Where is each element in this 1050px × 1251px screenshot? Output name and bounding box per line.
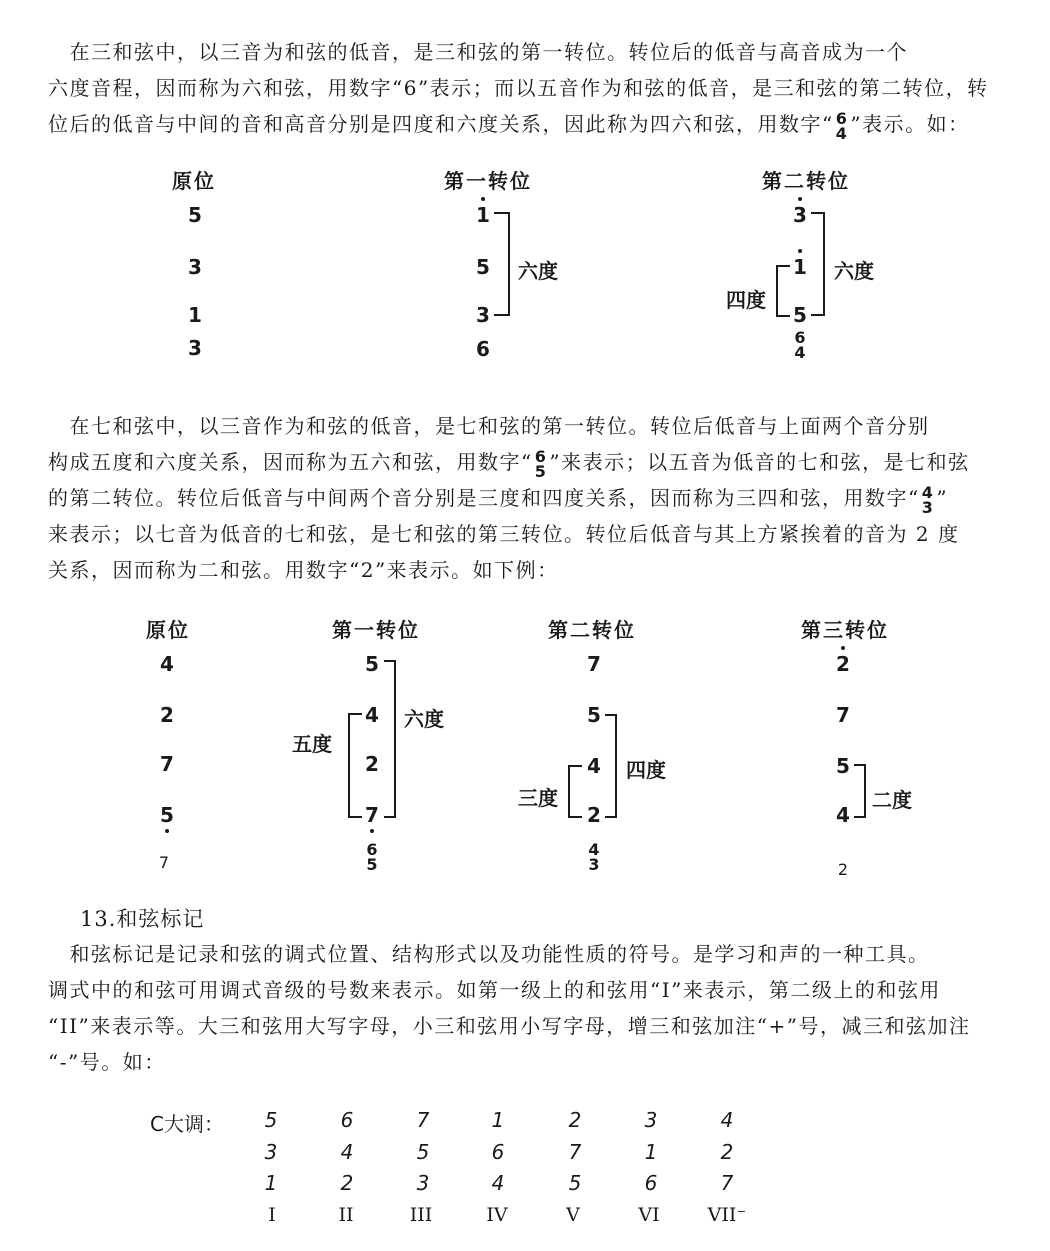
note: 7 [568,1140,582,1164]
note: 5 [793,303,807,327]
note: 1 [264,1171,278,1195]
note: 2 [720,1140,734,1164]
note: 4 [365,703,379,727]
interval-bracket-outer [605,714,617,818]
text-line: 六度音程，因而称为六和弦，用数字“6”表示；而以五音作为和弦的低音，是三和弦的第二转位，转 [48,76,989,100]
roman-numeral: I [268,1204,276,1226]
text-line: 的第二转位。转位后低音与中间两个音分别是三度和四度关系，因而称为三四和弦，用数字“ 4 3 ” [48,482,949,516]
note: 2 [340,1171,354,1195]
note: 1 [476,203,490,227]
note: 5 [476,255,490,279]
heading-second-inversion: 第二转位 [548,618,636,642]
key-label: C大调： [150,1112,224,1136]
note: 2 [568,1108,582,1132]
heading-third-inversion: 第三转位 [801,618,889,642]
text-line: 位后的低音与中间的音和高音分别是四度和六度关系，因此称为四六和弦，用数字“ 6 4 ”表示。如： [48,108,970,142]
note: 4 [587,754,601,778]
interval-bracket-outer [811,212,825,316]
note: 2 [587,803,601,827]
heading-second-inversion: 第二转位 [762,169,850,193]
note: 3 [476,303,490,327]
note: 1 [188,303,202,327]
roman-numeral: IV [486,1204,508,1226]
note: 5 [587,703,601,727]
interval-label: 二度 [872,788,912,812]
note: 5 [188,203,202,227]
note: 3 [264,1140,278,1164]
section-title: 13.和弦标记 [80,907,205,931]
note: 7 [720,1171,734,1195]
interval-bracket [854,764,866,818]
text-line: 在七和弦中，以三音作为和弦的低音，是七和弦的第一转位。转位后低音与上面两个音分别 [48,414,930,438]
note: 3 [188,255,202,279]
figure: 4 3 [588,840,600,874]
note: 7 [160,752,174,776]
interval-label: 六度 [834,259,874,283]
note: 5 [568,1171,582,1195]
note: 1 [644,1140,658,1164]
figure: 7 [158,853,170,872]
note: 4 [836,803,850,827]
note: 7 [416,1108,430,1132]
note: 7 [365,803,379,827]
paragraph-chord-symbols [48,936,1003,1080]
heading-root-position: 原位 [172,169,216,193]
roman-numeral: II [338,1204,354,1226]
interval-bracket-inner [776,265,790,317]
heading-first-inversion: 第一转位 [444,169,532,193]
text-line: 和弦标记是记录和弦的调式位置、结构形式以及功能性质的符号。是学习和声的一种工具。 [48,942,930,966]
note: 6 [644,1171,658,1195]
note: 4 [160,652,174,676]
interval-label: 四度 [626,758,666,782]
figure: 2 [837,860,849,879]
interval-label: 四度 [726,288,766,312]
note: 3 [416,1171,430,1195]
paragraph-triad-inversions [48,34,1003,142]
interval-label: 六度 [404,707,444,731]
note: 5 [416,1140,430,1164]
note: 1 [491,1108,505,1132]
interval-label: 三度 [518,786,558,810]
roman-numeral: III [409,1204,433,1226]
note: 4 [720,1108,734,1132]
heading-root-position: 原位 [146,618,190,642]
figure: 6 5 [366,840,378,874]
note: 7 [836,703,850,727]
interval-label: 五度 [292,732,332,756]
note: 4 [491,1171,505,1195]
roman-numeral: VI [638,1204,660,1226]
figure: 6 4 [794,328,806,362]
note: 7 [587,652,601,676]
note: 5 [264,1108,278,1132]
figure: 3 [188,336,202,360]
text-line: 关系，因而称为二和弦。用数字“2”来表示。如下例： [48,558,559,582]
note: 6 [491,1140,505,1164]
interval-bracket-inner [568,765,582,818]
note: 4 [340,1140,354,1164]
note: 1 [793,255,807,279]
note: 5 [160,803,174,827]
text-line: 调式中的和弦可用调式音级的号数来表示。如第一级上的和弦用“I”来表示，第二级上的和弦用 [48,978,941,1002]
roman-numeral: VII⁻ [707,1204,747,1226]
paragraph-seventh-inversions [48,408,1003,588]
heading-first-inversion: 第一转位 [332,618,420,642]
note: 5 [365,652,379,676]
figure-four-three: 4 3 [921,482,935,516]
interval-label: 六度 [518,259,558,283]
roman-numeral: V [566,1204,580,1226]
note: 5 [836,754,850,778]
figure-six-four: 6 4 [835,108,849,142]
interval-bracket [494,212,510,316]
text-line: “II”来表示等。大三和弦用大写字母，小三和弦用小写字母，增三和弦加注“+”号，减三和弦加注 [48,1014,971,1038]
note: 6 [340,1108,354,1132]
note: 3 [644,1108,658,1132]
figure-six-five: 6 5 [534,446,548,480]
figure: 6 [476,337,490,361]
note: 2 [365,752,379,776]
note: 2 [836,652,850,676]
interval-bracket-inner [348,713,362,818]
text-line: “-”号。如： [48,1050,166,1074]
interval-bracket-outer [384,660,396,818]
text-line: 构成五度和六度关系，因而称为五六和弦，用数字“ 6 5 ”来表示；以五音为低音的七和弦，是七和弦 [48,446,970,480]
note: 3 [793,203,807,227]
text-line: 在三和弦中，以三音为和弦的低音，是三和弦的第一转位。转位后的低音与高音成为一个 [48,40,908,64]
note: 2 [160,703,174,727]
text-line: 来表示；以七音为低音的七和弦，是七和弦的第三转位。转位后低音与其上方紧挨着的音为 2 度 [48,522,960,546]
